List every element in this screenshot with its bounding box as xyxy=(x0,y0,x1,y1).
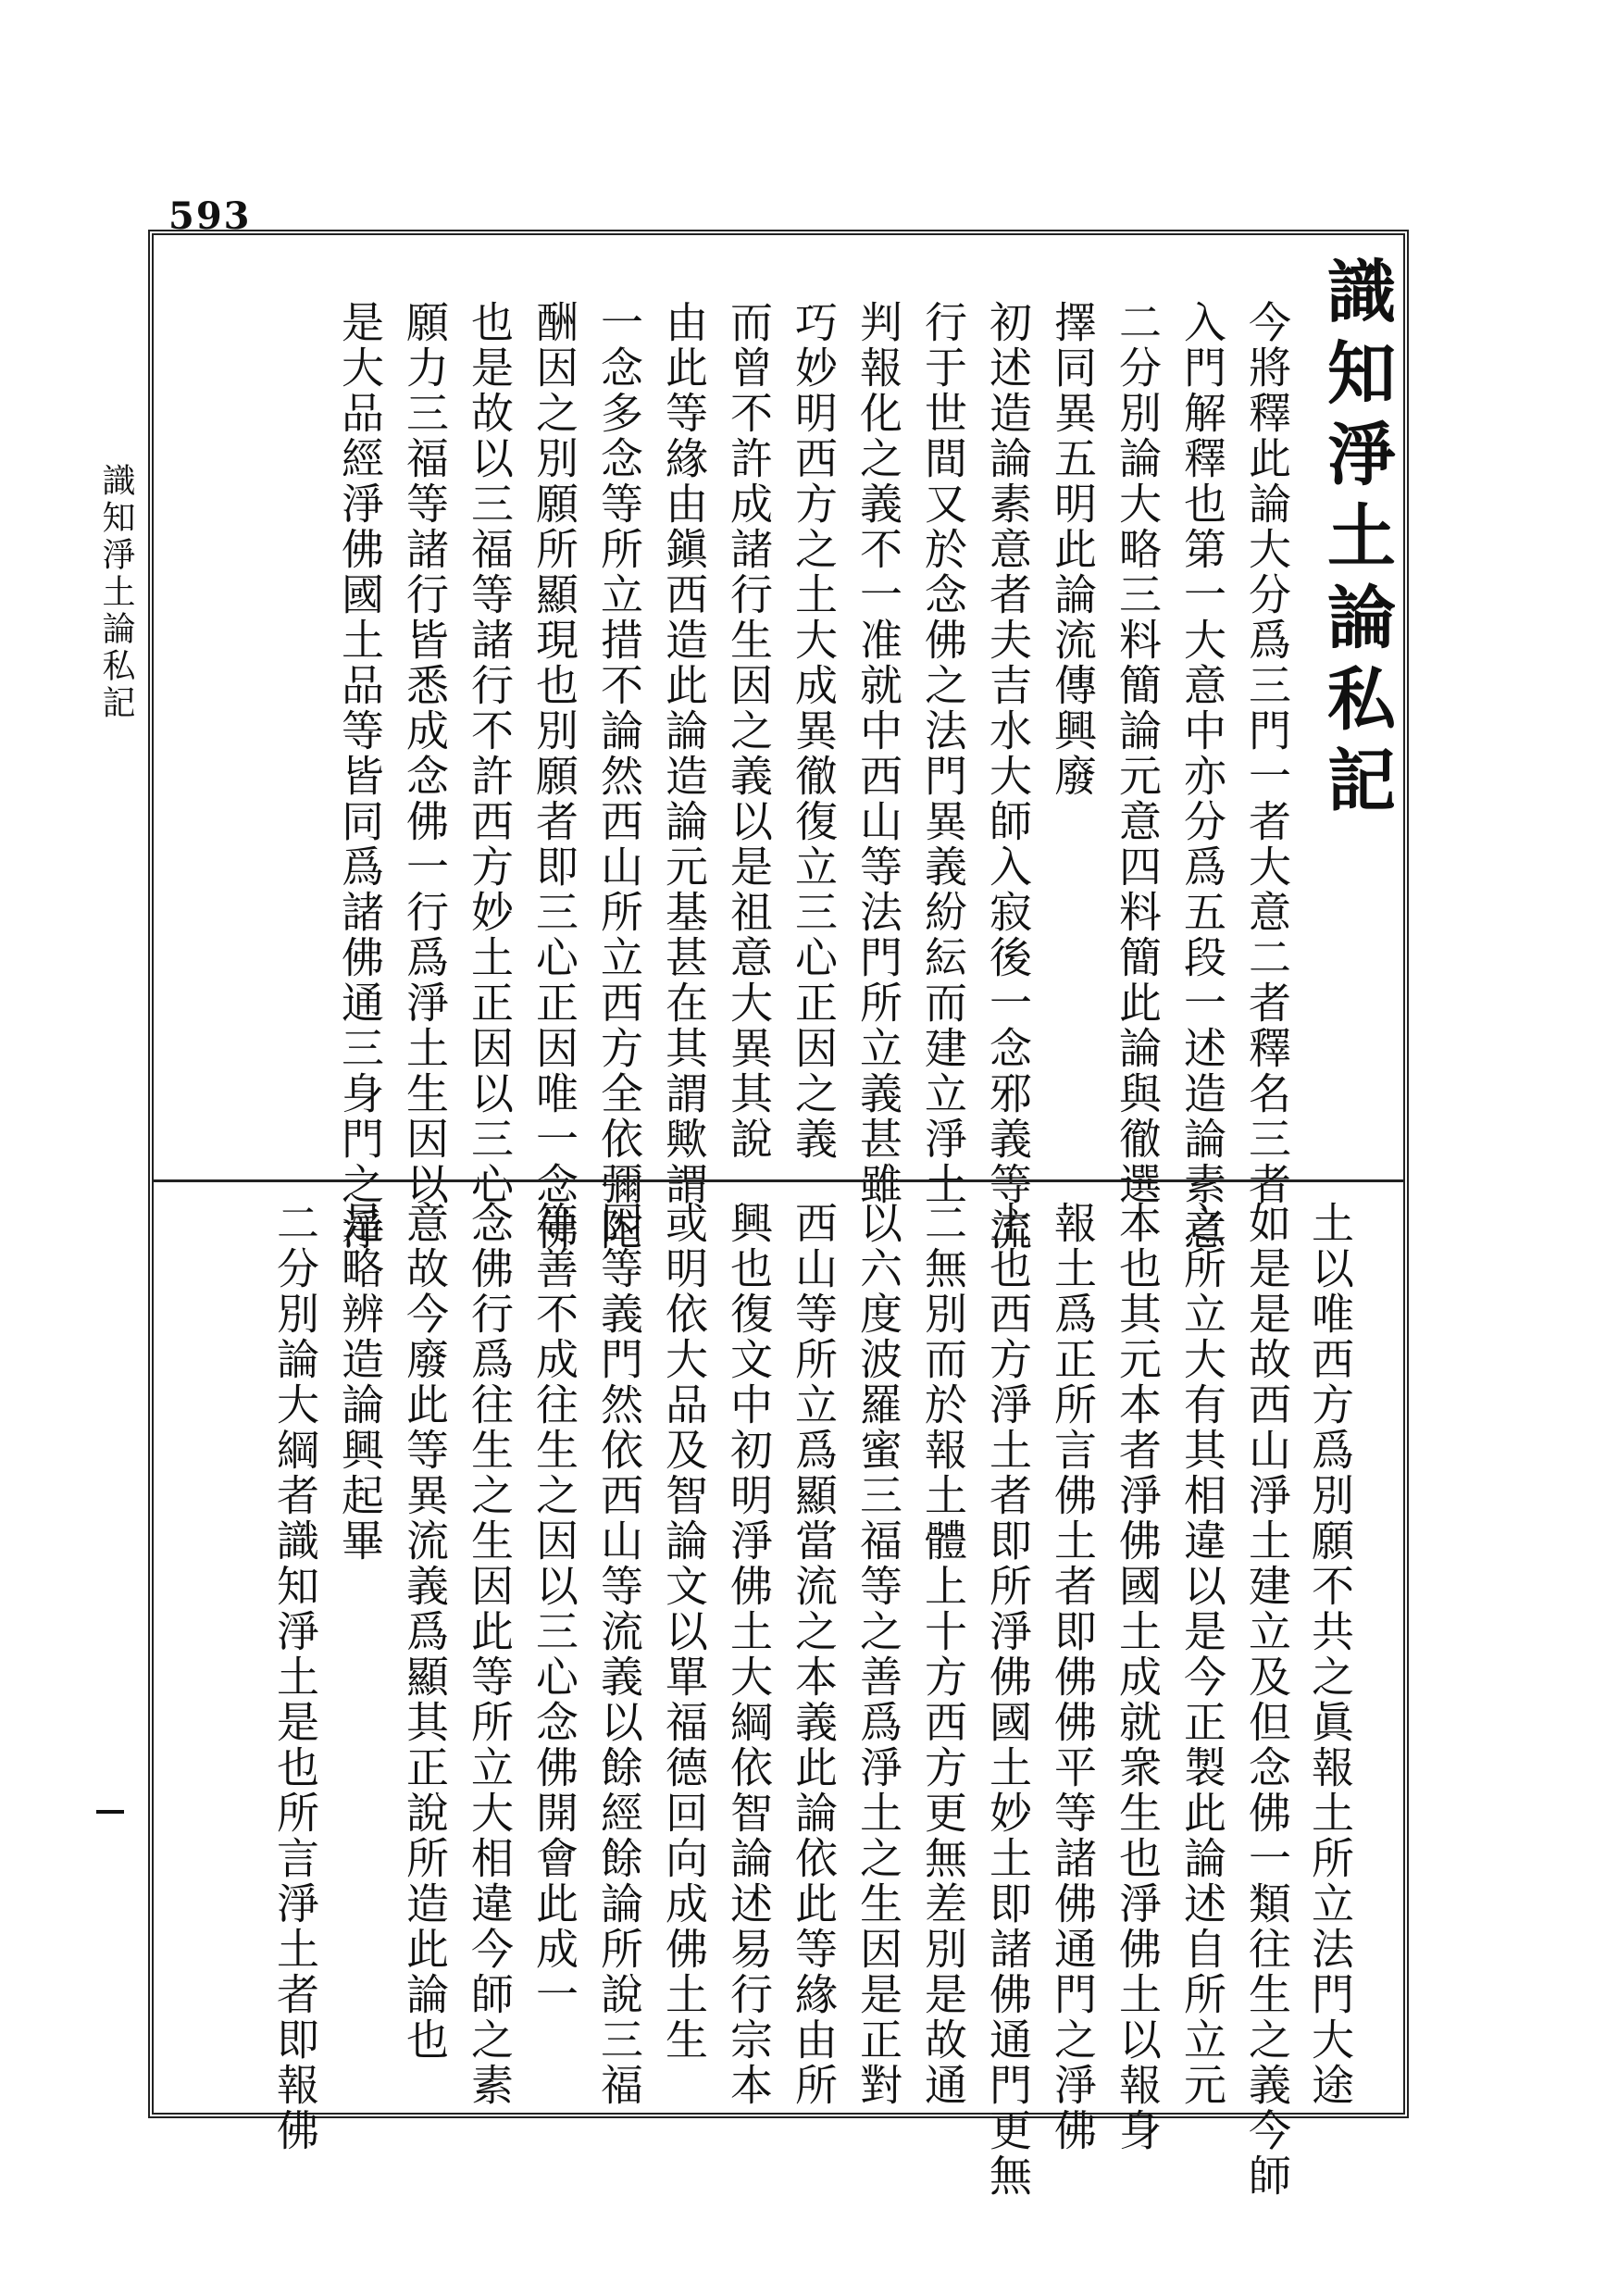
text-column: 土也西方淨土者即所淨佛國土妙土即諸佛通門更無 xyxy=(983,1201,1033,2199)
text-column: 二分別論大綱者識知淨土是也所言淨土者即報佛 xyxy=(270,1201,320,2153)
section-title: 識知淨土論私記 xyxy=(1316,256,1396,826)
text-column: 報土爲正所言佛土者即佛佛平等諸佛通門之淨佛 xyxy=(1048,1201,1098,2153)
text-column: 興也復文中初明淨佛土大綱依智論述易行宗本 xyxy=(724,1201,774,2108)
text-column: 擇同異五明此論流傳興廢 xyxy=(1048,300,1098,799)
text-column: 由此等緣由鎭西造此論造論元基甚在其謂歟謂 xyxy=(659,300,709,1207)
text-column: 是略辨造論興起畢 xyxy=(335,1201,385,1564)
text-column: 本也其元本者淨佛國土成就衆生也淨佛土以報身 xyxy=(1113,1201,1163,2153)
text-column: 酬因之別願所顯現也別願者即三心正因唯一念佛 xyxy=(529,300,579,1253)
text-column: 等善不成往生之因以三心念佛開會此成一 xyxy=(529,1201,579,2017)
text-column: 二無別而於報土體上十方西方更無差別是故通 xyxy=(918,1201,968,2108)
text-column: 初述造論素意者夫吉水大師入寂後一念邪義等流 xyxy=(983,300,1033,1253)
margin-mark xyxy=(96,1810,124,1814)
text-column: 念佛行爲往生之生因此等所立大相違今師之素 xyxy=(465,1201,515,2108)
text-column: 以六度波羅蜜三福等之善爲淨土之生因是正對 xyxy=(853,1201,903,2108)
text-column: 也是故以三福等諸行不許西方妙土正因以三心 xyxy=(465,300,515,1207)
text-column: 行于世間又於念佛之法門異義紛紜而建立淨土 xyxy=(918,300,968,1207)
text-column: 土以唯西方爲別願不共之眞報土所立法門大途 xyxy=(1305,1201,1355,2108)
text-column: 意故今廢此等異流義爲顯其正說所造此論也 xyxy=(400,1201,450,2063)
text-column: 巧妙明西方之土大成異徹復立三心正因之義 xyxy=(789,300,839,1162)
running-title: 識知淨土論私記 xyxy=(97,463,135,722)
text-column: 是大品經淨佛國土品等皆同爲諸佛通三身門之淨 xyxy=(335,300,385,1253)
text-column: 西山等所立爲顯當流之本義此論依此等緣由所 xyxy=(789,1201,839,2108)
text-column: 如是是故西山淨土建立及但念佛一類往生之義今師 xyxy=(1242,1201,1292,2199)
text-column: 二分別論大略三料簡論元意四料簡此論與徹選 xyxy=(1113,300,1163,1207)
text-column: 判報化之義不一准就中西山等法門所立義甚雖 xyxy=(853,300,903,1207)
page-number: 593 xyxy=(168,194,252,238)
text-column: 入門解釋也第一大意中亦分爲五段一述造論素意 xyxy=(1177,300,1227,1253)
bottom-section xyxy=(154,1182,1403,2199)
text-column: 一念多念等所立措不論然西山所立西方全依彌陀 xyxy=(594,300,644,1253)
text-column: 願力三福等諸行皆悉成念佛一行爲淨土生因以 xyxy=(400,300,450,1207)
top-section xyxy=(154,235,1403,1253)
text-frame xyxy=(148,230,1409,2199)
text-column: 今將釋此論大分爲三門一者大意二者釋名三者 xyxy=(1242,300,1292,1207)
text-column: 之所立大有其相違以是今正製此論述自所立元 xyxy=(1177,1201,1227,2108)
text-column: 或明依大品及智論文以單福德回向成佛土生 xyxy=(659,1201,709,2063)
text-column: 而曾不許成諸行生因之義以是祖意大異其說 xyxy=(724,300,774,1162)
text-column: 因等義門然依西山等流義以餘經餘論所說三福 xyxy=(594,1201,644,2108)
